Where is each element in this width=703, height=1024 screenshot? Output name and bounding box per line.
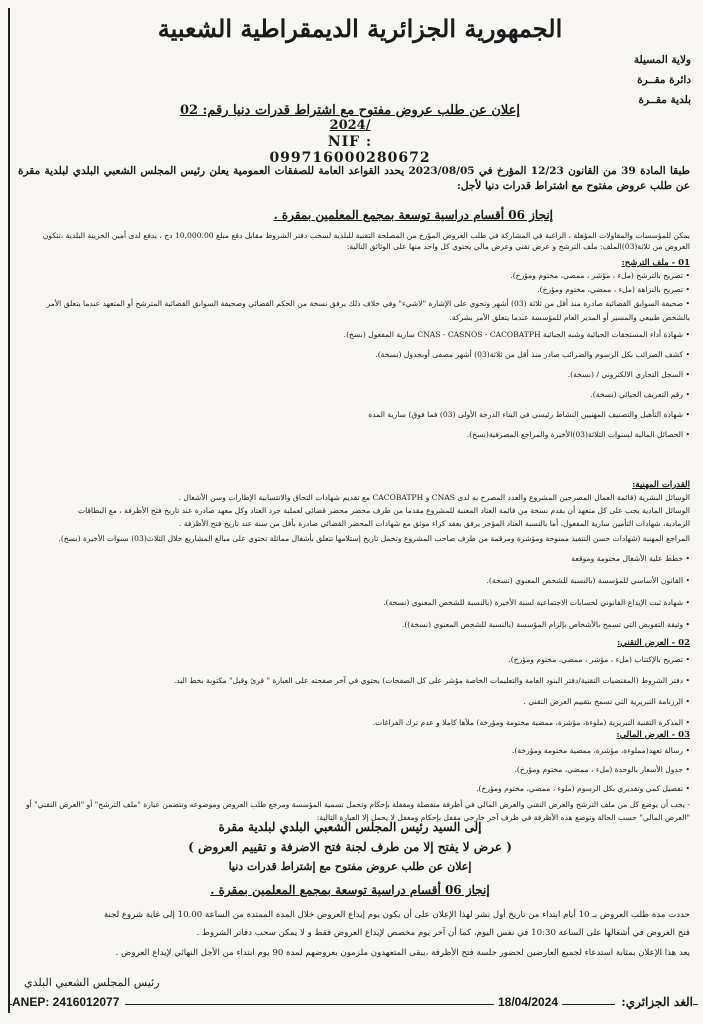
envelope-notice: ( عرض لا يفتح إلا من طرف لجنة فتح الاضرفة و تقييم العروض ) (188, 840, 512, 854)
list-item: • تصريح بالترشح (ملء ، مؤشر ، ممضي، مختوم ومؤرخ). (510, 271, 690, 281)
list-item: • خطط علية الأشغال مختومة وموقعة (571, 554, 690, 564)
list-item: • رقم التعريف الجبائي (نسخة). (590, 390, 690, 400)
invitation-block (18, 230, 690, 253)
envelope-subject: إعلان عن طلب عروض مفتوح مع إشتراط قدرات دنيا (228, 860, 472, 873)
invitation-line: يمكن للمؤسسات والمقاولات المؤهلة ، الراغبة في المشاركة في طلب العروض المؤرخ من المصلحة التقنية للبلدية لسحب دفتر الشروط مقابل دفع مبلغ 10,000.00 دج ، يدفع لدى أمين الخزينة البلدية ،تتكون (42, 231, 690, 240)
list-item: الوسائل البشرية (قائمة العمال المصرحين المشروع والعدد المصرح به لدى CNAS و CACOBATPH مع تقديم شهادات التحاق والانتسابية الإطارات وسن الأشغال . (178, 493, 690, 503)
commune-label: بلدية مقــرة (638, 94, 691, 106)
list-item: • وثيقة التفويض التي تسمح بالأشخاص بإلزام المؤسسة (بالنسبة للشخص المعنوي (نسخة)). (401, 620, 690, 630)
list-item: الوسائل المادية يجب على كل متعهد أن يقدم نسخة من قائمة العتاد المعنية للمشروع مقدما من طرف محضر محضر قضائي لعملية جرد العتاد وكل معهد صادرة عند تاريخ فتح الأظرفة ، مع البطاقات (77, 506, 690, 516)
list-item: • شهادة التأهيل والتصنيف المهنيين النشاط رئيسي في البناء الدرجة الأولى (03) فما فوق) سارية المدة (368, 410, 690, 420)
list-item: • جدول الأسعار بالوحدة (ملء ، ممضي، مختوم ومؤرخ). (514, 765, 690, 775)
announcement-title: إعلان عن طلب عروض مفتوح مع اشتراط قدرات دنيا رقم: 02 /2024 (179, 103, 521, 133)
list-item: - يجب أن يوضع كل من ملف الترشح والعرض التقني والعرض المالي في أظرفة منفصلة ومقفلة بإحكام وتحمل تسمية المؤسسة ومرجع طلب العروض وموضوعه وتتضمن عبارة "ملف الترشح" أو "العرض التقني" أو (25, 800, 690, 810)
list-item: • القانون الأساسي للمؤسسة (بالنسبة للشخص المعنوي (نسخة). (486, 576, 690, 586)
publication-date: 18/04/2024 (494, 995, 562, 1009)
left-border (8, 8, 10, 1013)
capacities-section (18, 480, 690, 636)
section-heading: 03 - العرض المالي: (616, 730, 690, 740)
section-heading: 01 - ملف الترشح: (621, 258, 690, 268)
list-item: "العرض المالي" حسب الحالة وتوضع هذه الأظرفة في ظرف آخر خارجي مقفل بإحكام ومغفل لا يحمل إلا العبارة التالية: (316, 813, 690, 823)
list-item: • رسالة تعهد(مملوءة، مؤشرة، ممضية مختومة ومؤرخة). (512, 746, 690, 756)
nif-number: NIF : 099716000280672 (269, 134, 431, 166)
list-item: • تفصيل كمي وتقديري بكل الرسوم (ملوء ، ممضي، مختوم ومؤرخ). (476, 784, 690, 794)
section-heading: القدرات المهنية: (632, 480, 690, 490)
envelope-address: إلى السيد رئيس المجلس الشعبي البلدي لبلدية مقرة (218, 820, 482, 834)
intro-paragraph: طبقا المادة 39 من القانون 12/23 المؤرخ في 2023/08/05 يحدد القواعد العامة للصفقات العمومية يعلن رئيس المجلس الشعبي البلدي لبلدية مقرة عن طلب عروض مفتوح مع اشتراط قدرات دنيا لأجل: (18, 165, 690, 192)
list-item: • الرزنامة التبريرية التي تسمح بتقييم العرض التقني . (523, 697, 690, 707)
list-item: • كشف الضرائب بكل الرسوم والضرائب صادر منذ أقل من ثلاثة(03) أشهر مصفى أوبجدول (نسخة). (375, 350, 690, 360)
closing-line: حددت مدة طلب العروض بـ 10 أيام ابتداء من تاريخ أول نشر لهذا الإعلان على أن يكون يوم إيداع العروض خلال المدة الممتدة من الساعة 10.00 إلى غاية شروع لجنة (103, 910, 690, 920)
section-heading: 02 - العرض التقني: (617, 638, 690, 648)
list-item: بالشخص طبيعي والمسير أو المدير العام للمؤسسة عندما يتعلق الأمر بشركة. (449, 313, 690, 323)
republic-title: الجمهورية الجزائرية الديمقراطية الشعبية (157, 14, 563, 43)
list-item: • السجل التجاري الالكتروني / (نسخة). (567, 370, 690, 380)
candidacy-section (18, 258, 690, 445)
list-item: • تصريح بالإكتتاب (ملء ، مؤشر ، ممضي، مختوم ومؤرخ). (508, 655, 690, 665)
closing-line: فتح العروض في أشغالها على الساعة 10:30 في نفس اليوم، كما أن آخر يوم مخصص لإيداع العروض فقط و لا يمكن سحب دفاتر الشروط . (196, 928, 690, 938)
technical-offer-section (18, 638, 690, 733)
newspaper-name: الغد الجزائري: (615, 995, 693, 1009)
list-item: • تصريح بالنزاهة (ملء ، ممضي، مختوم ومؤرخ). (537, 285, 690, 295)
project-lot-title: إنجاز 06 أقسام دراسية توسعة بمجمع المعلمين بمقرة . (273, 208, 553, 222)
anep-number: ANEP: 2416012077 (12, 995, 125, 1009)
list-item: • صحيفة السوابق القضائية صادرة منذ أقل من ثلاثة (03) أشهر وتحوي على الإشارة "لاشيء" وفي خلاف ذلك يرفق نسخة من الحكم القضائي وصحيفة السوابق القضائية المترشح أو المتعهد عندما يتعلق الأمر (46, 299, 690, 309)
list-item: المراجع المهنية (شهادات حسن التنفيذ ممنوحة ومؤشرة ومرقمة من طرف صاحب المشروع وتحمل تاريخ إستلامها تتعلق بأشغال مماثلة تحتوي على مبالغ المشاريع خلال الثلاث(03) سنوات الأخيرة (نسخ). (58, 534, 690, 544)
list-item: • دفتر الشروط (المقتضيات التقنية/دفتر البنود العامة والتعليمات الخاصة مؤشر على كل الصفحات) يحتوي في آخر صفحته على العبارة " قرئ وقبل" مكتوبة بخط اليد. (173, 676, 690, 686)
list-item: الرمادية، شهادات التأمين سارية المفعول، أما بالنسبة العتاد المؤجر يرفق بعقد كراء موثق مع شهادات المحضر القضائي صادرة بأقل من سنة عند تاريخ فتح الأظرفة . (179, 519, 690, 529)
envelope-project: إنجاز 06 أقسام دراسية توسعة بمجمع المعلمين بمقرة . (210, 883, 490, 897)
financial-offer-section (18, 730, 690, 824)
closing-line: يعد هذا الإعلان بمثابة استدعاء لجميع العارضين لحضور جلسة فتح الأظرفة ،يبقى المتعهدون ملزمون بعروضهم لمدة 90 يوم ابتداء من الأجل النهائي لإيداع العروض . (115, 948, 690, 958)
wilaya-label: ولاية المسيلة (633, 54, 691, 66)
list-item: • الحصائل المالية لسنوات الثلاثة(03)الأخيرة والمراجع المصرفية(نسخ). (466, 430, 690, 440)
invitation-line: العروض من ثلاثة(03)الملف: ملف الترشح و عرض تقني وعرض مالي يحتوي كل واحد منها على الوثائق التالية: (346, 242, 690, 252)
signature-line: رئيس المجلس الشعبي البلدي (24, 976, 160, 989)
daira-label: دائرة مقــرة (637, 74, 691, 86)
closing-paragraph (14, 908, 690, 963)
list-item: • شهادة أداء المستحقات الجبائية وشبه الجبائية CNAS - CASNOS - CACOBATPH سارية المفعول (نسخ). (343, 330, 690, 340)
list-item: • شهادة ثبت الإيداع القانوني لحسابات الاجتماعية لسنة الأخيرة (بالنسبة للشخص المعنوي (نسخة). (383, 598, 690, 608)
list-item: • المذكرة التقنية التبريرية (ملوءة، مؤشرة، ممضية مختومة ومؤرخة) ملأها كاملا و عدم ترك الفراغات. (372, 718, 690, 728)
